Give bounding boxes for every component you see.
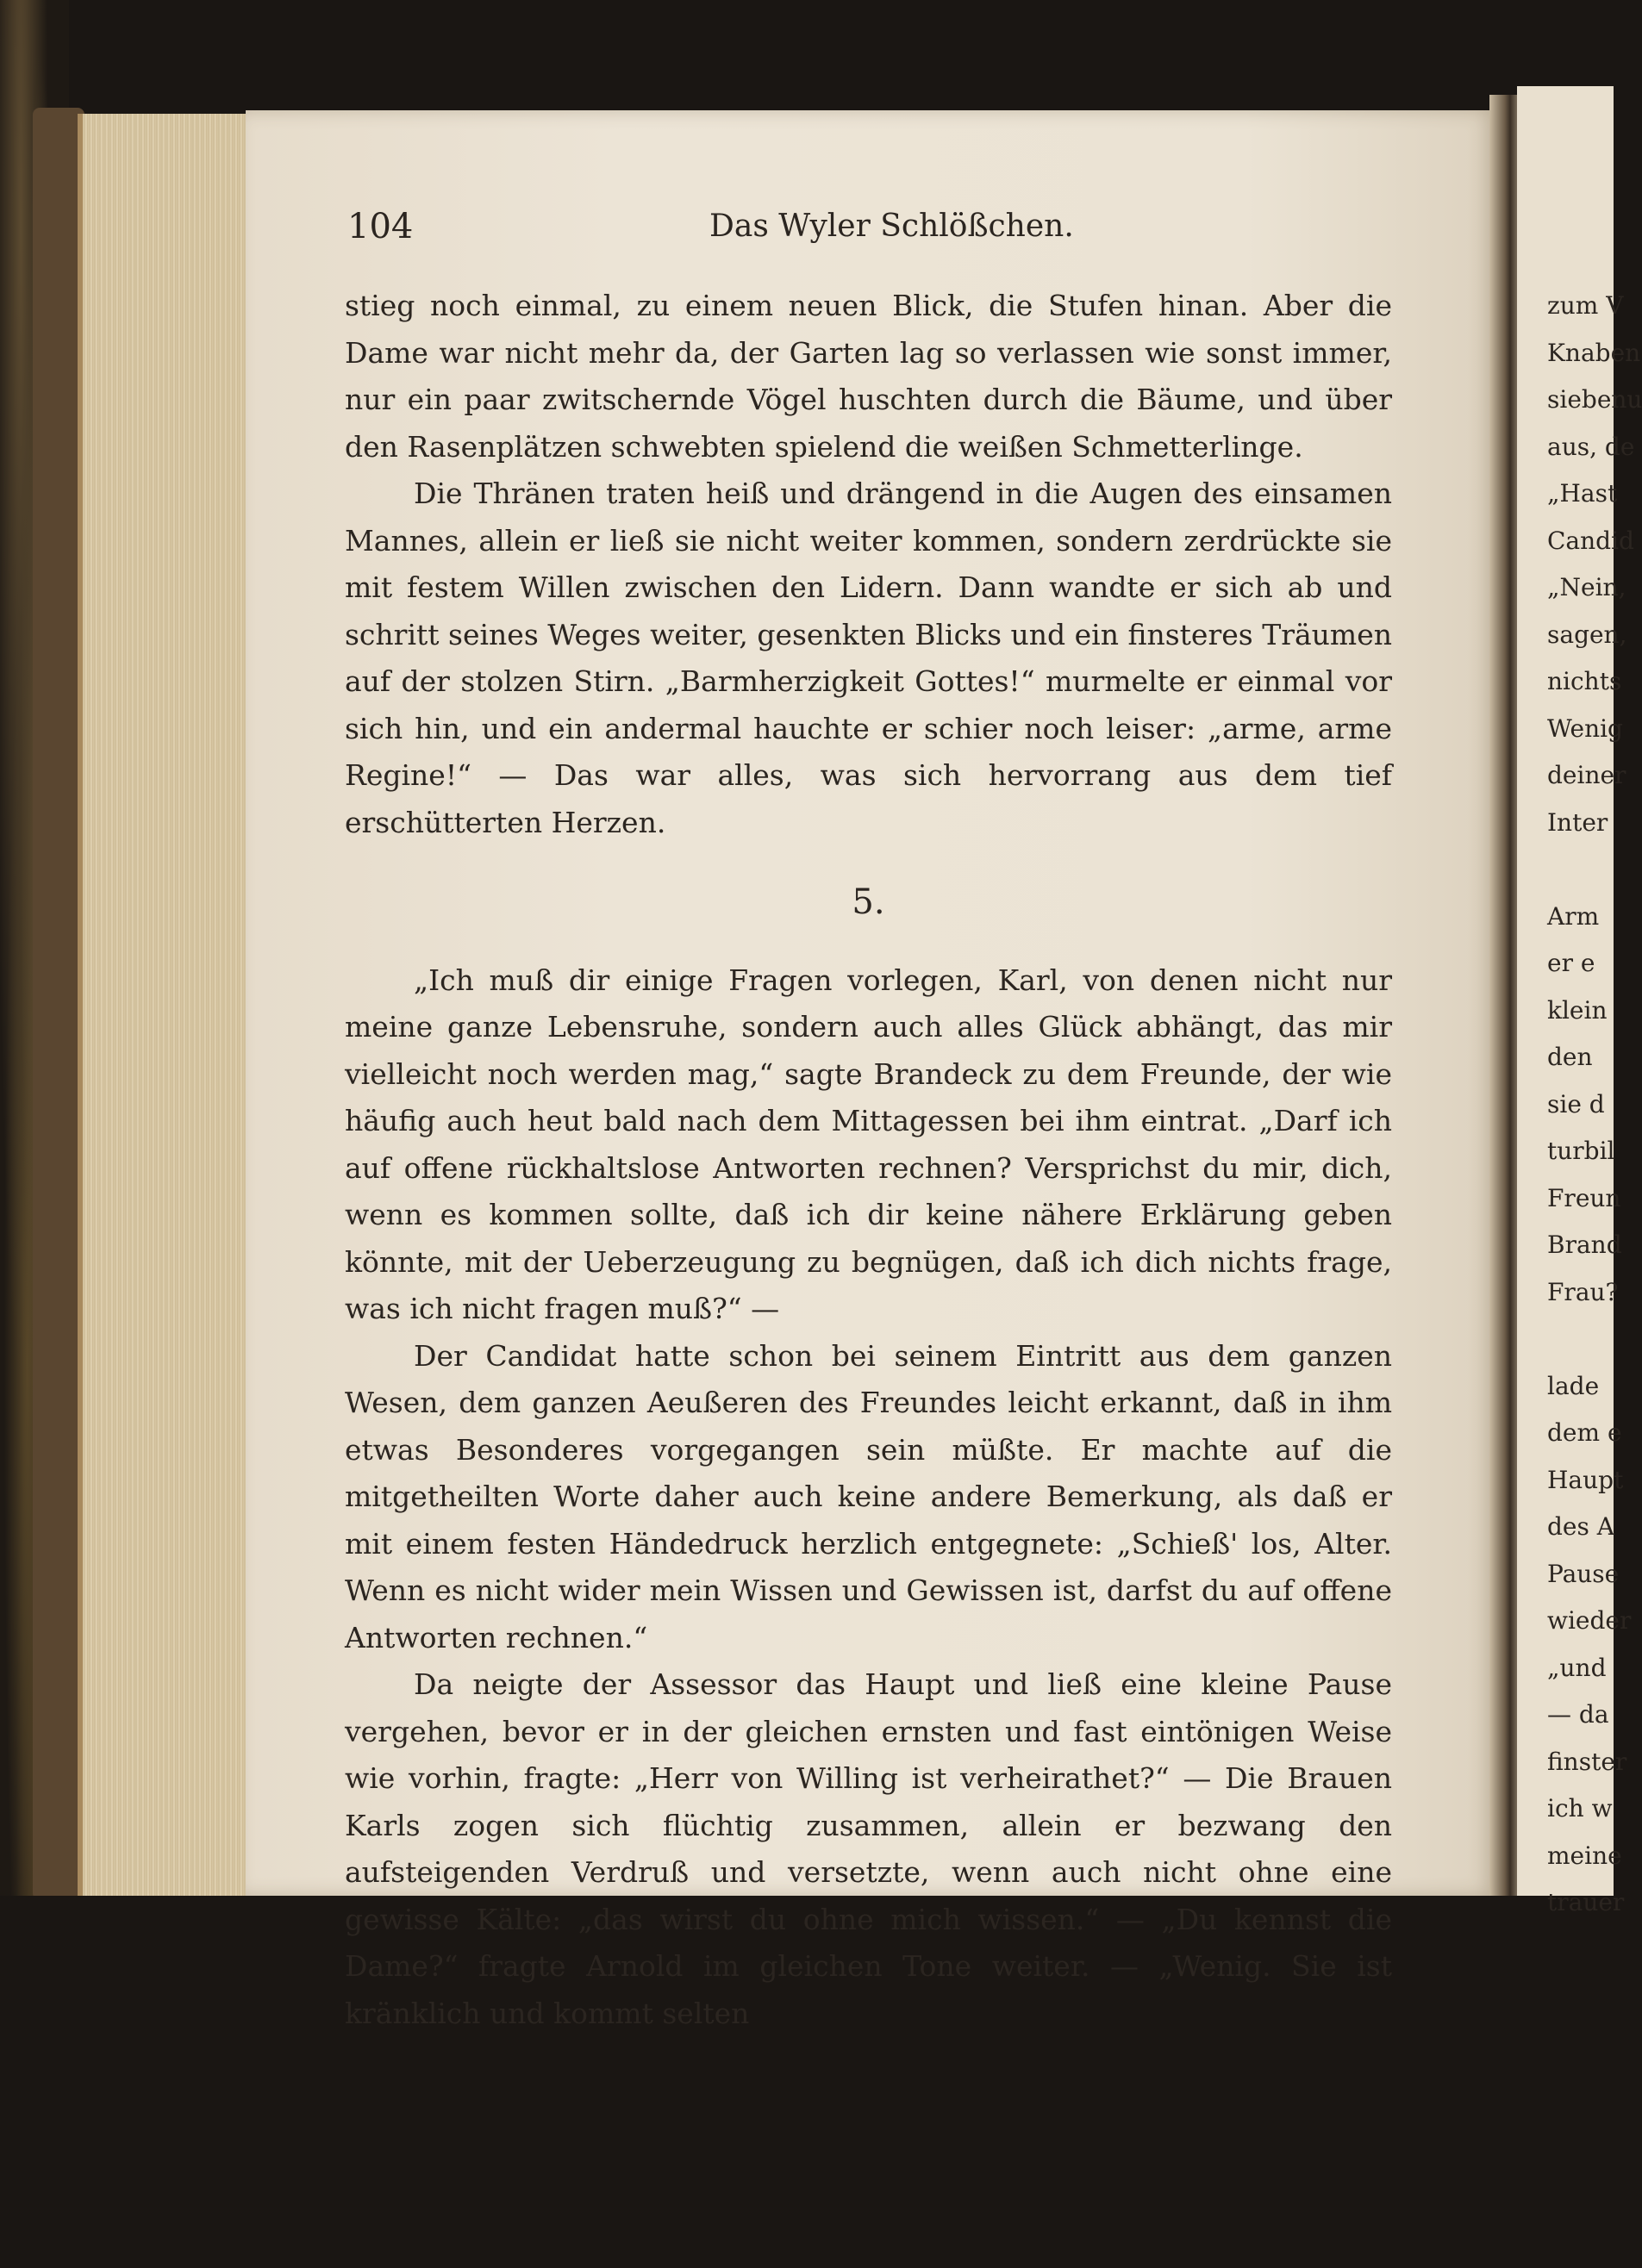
running-head: [347, 207, 1392, 259]
facing-line-fragment: [1547, 1316, 1614, 1363]
facing-line-fragment: „und: [1547, 1653, 1607, 1682]
page-edges-stack: [78, 114, 255, 1896]
facing-line-fragment: des A: [1547, 1512, 1614, 1541]
running-head-title: Das Wyler Schlößchen.: [709, 209, 1074, 244]
facing-page-text: [1547, 283, 1642, 1927]
facing-line-fragment: Inter: [1547, 807, 1608, 837]
facing-line-fragment: deiner: [1547, 761, 1626, 789]
facing-line-fragment: Frau?: [1547, 1277, 1619, 1306]
paragraph: stieg noch einmal, zu einem neuen Blick, die Stufen hinan. Aber die Dame war nicht mehr da, der Garten lag so verlassen wie sonst immer, nur ein paar zwitschernde Vögel huschten durch die Bäume, und über den Rasenplätzen schwebten spielend die weißen Schmetterlinge.: [345, 289, 1392, 464]
facing-line-fragment: siebenu: [1547, 385, 1642, 414]
facing-line-fragment: Arm: [1547, 901, 1600, 931]
book-cover-edge: [33, 108, 84, 1900]
facing-line-fragment: Pause: [1547, 1559, 1620, 1588]
facing-line-fragment: dem e: [1547, 1418, 1622, 1447]
facing-line-fragment: Freun: [1547, 1183, 1621, 1212]
facing-line-fragment: finster: [1547, 1747, 1627, 1776]
facing-line-fragment: nichts: [1547, 667, 1622, 695]
facing-line-fragment: aus, de: [1547, 432, 1635, 461]
facing-line-fragment: Brand: [1547, 1231, 1622, 1259]
facing-line-fragment: lade: [1547, 1371, 1600, 1400]
facing-line-fragment: er e: [1547, 949, 1595, 977]
paragraph: Da neigte der Assessor das Haupt und ließ eine kleine Pause vergehen, bevor er in der gleichen ernsten und fast eintönigen Weise wie vorhin, fragte: „Herr von Willing ist verheirathet?“ — Die Brauen Karls zogen sich flüchtig zusammen, allein er bezwang den aufsteigenden Verdruß und versetzte, wenn auch nicht ohne eine gewisse Kälte: „das wirst du ohne mich wissen.“ — „Du kennst die Dame?“ fragte Arnold im gleichen Tone weiter. — „Wenig. Sie ist kränklich und kommt selten: [345, 1667, 1392, 2030]
facing-line-fragment: „Hast: [1547, 479, 1618, 508]
facing-line-fragment: klein: [1547, 995, 1608, 1025]
facing-line-fragment: sie d: [1547, 1089, 1605, 1118]
facing-line-fragment: „Nein,: [1547, 573, 1626, 601]
facing-line-fragment: Wenig: [1547, 713, 1623, 743]
page-number: 104: [347, 207, 414, 246]
body-text: [345, 283, 1392, 2037]
facing-line-fragment: wieder: [1547, 1606, 1632, 1635]
facing-line-fragment: den: [1547, 1043, 1593, 1071]
facing-line-fragment: turbil: [1547, 1137, 1615, 1165]
facing-line-fragment: Haupt: [1547, 1465, 1624, 1494]
facing-line-fragment: ich w: [1547, 1794, 1613, 1822]
section-number: 5.: [852, 882, 885, 922]
paragraph: Der Candidat hatte schon bei seinem Eintritt aus dem ganzen Wesen, dem ganzen Aeußeren des Freundes leicht erkannt, daß in ihm etwas Besonderes vorgegangen sein müßte. Er machte auf die mitgetheilten Worte daher auch keine andere Bemerkung, als daß er mit einem festen Händedruck herzlich entgegnete: „Schieß' los, Alter. Wenn es nicht wider mein Wissen und Gewissen ist, darfst du auf offene Antworten rechnen.“: [345, 1338, 1392, 1654]
facing-line-fragment: trauer: [1547, 1888, 1625, 1916]
paragraph: Die Thränen traten heiß und drängend in die Augen des einsamen Mannes, allein er ließ sie nicht weiter kommen, sondern zerdrückte sie mit festem Willen zwischen den Lidern. Dann wandte er sich ab und schritt seines Weges weiter, gesenkten Blicks und ein finsteres Träumen auf der stolzen Stirn. „Barmherzigkeit Gottes!“ murmelte er einmal vor sich hin, und ein andermal hauchte er schier noch leiser: „arme, arme Regine!“ — Das war alles, was sich hervorrang aus dem tief erschütterten Herzen.: [345, 477, 1392, 839]
facing-line-fragment: [1547, 846, 1614, 894]
facing-line-fragment: meine: [1547, 1841, 1622, 1870]
facing-line-fragment: — da: [1547, 1700, 1609, 1729]
facing-line-fragment: Candid: [1547, 526, 1634, 555]
facing-line-fragment: Knaben: [1547, 338, 1641, 367]
facing-line-fragment: zum V: [1547, 291, 1624, 320]
paragraph: „Ich muß dir einige Fragen vorlegen, Karl, von denen nicht nur meine ganze Lebensruhe, sondern auch alles Glück abhängt, das mir vielleicht noch werden mag,“ sagte Brandeck zu dem Freunde, der wie häufig auch heut bald nach dem Mittagessen bei ihm eintrat. „Darf ich auf offene rückhaltslose Antworten rechnen? Versprichst du mir, dich, wenn es kommen sollte, daß ich dir keine nähere Erklärung geben könnte, mit der Ueberzeugung zu begnügen, daß ich dich nichts frage, was ich nicht fragen muß?“ —: [345, 963, 1392, 1325]
facing-line-fragment: sagen,: [1547, 620, 1627, 649]
